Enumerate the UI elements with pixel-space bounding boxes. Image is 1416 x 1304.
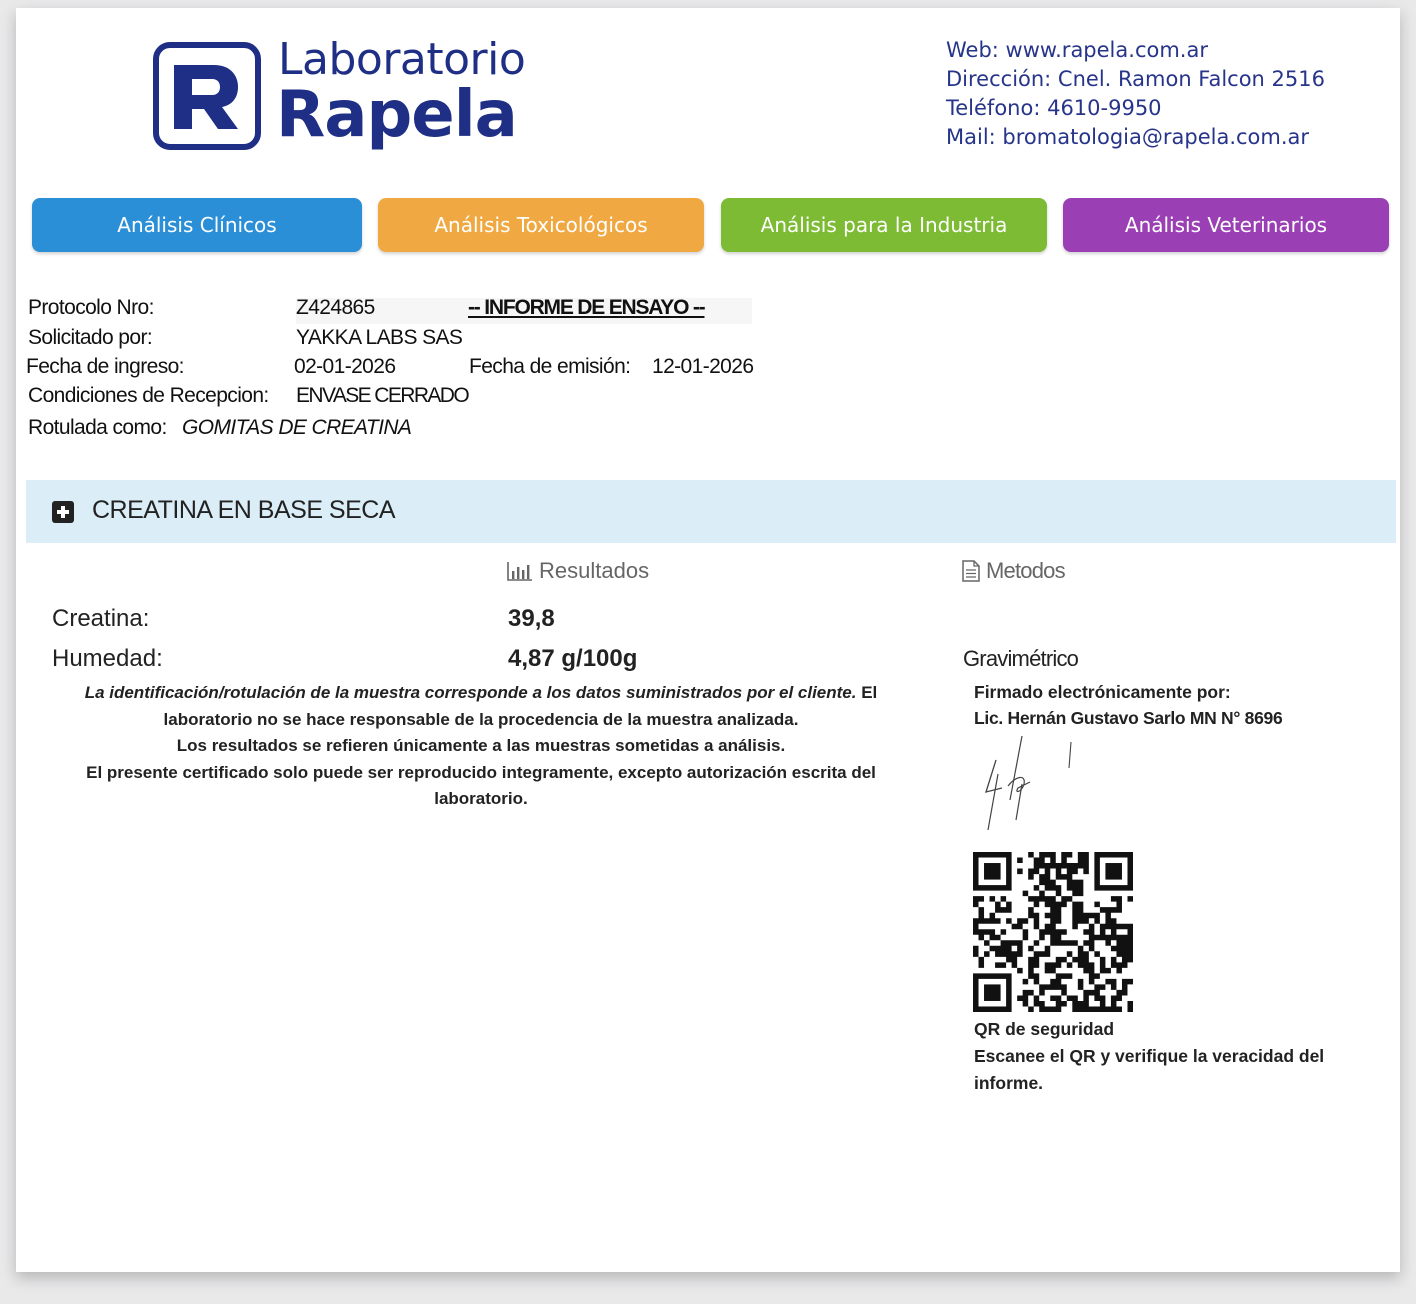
report-page xyxy=(16,8,1400,1272)
handwritten-signature xyxy=(974,730,1084,830)
methods-header-label: Metodos xyxy=(986,558,1065,583)
results-header-label: Resultados xyxy=(539,558,650,583)
conditions-label: Condiciones de Recepcion: xyxy=(28,384,269,407)
param-humedad: Humedad: xyxy=(52,645,163,672)
results-header xyxy=(507,558,649,584)
contact-mail[interactable]: Mail: bromatologia@rapela.com.ar xyxy=(946,125,1310,149)
disclaimer-italic: La identificación/rotulación de la muestra corresponde a los datos suministrados por el cliente. xyxy=(84,683,857,702)
report-title: -- INFORME DE ENSAYO -- xyxy=(468,296,705,319)
signed-by-label: Firmado electrónicamente por: xyxy=(974,682,1231,702)
disclaimer xyxy=(50,680,912,813)
labeled-as-label: Rotulada como: xyxy=(28,416,167,439)
value-humedad: 4,87 g/100g xyxy=(508,645,638,672)
contact-address: Dirección: Cnel. Ramon Falcon 2516 xyxy=(946,67,1325,91)
method-humedad: Gravimétrico xyxy=(963,646,1079,671)
param-creatina: Creatina: xyxy=(52,605,150,632)
disclaimer-line3: El presente certificado solo puede ser reproducido integramente, excepto autorización escrita del laboratorio. xyxy=(86,762,876,808)
nav-analisis-veterinarios-button[interactable]: Análisis Veterinarios xyxy=(1063,198,1389,252)
logo-text-rapela: Rapela xyxy=(276,78,517,152)
contact-block xyxy=(946,36,1325,152)
labeled-as-value: GOMITAS DE CREATINA xyxy=(182,416,412,439)
disclaimer-rest: El laboratorio no se hace responsable de la procedencia de la muestra analizada. xyxy=(163,683,878,729)
bar-chart-icon xyxy=(507,561,533,581)
issue-date-value: 12-01-2026 xyxy=(652,355,754,378)
nav-analisis-industria-button[interactable]: Análisis para la Industria xyxy=(721,198,1047,252)
security-qr-code[interactable] xyxy=(973,852,1133,1012)
requested-by-label: Solicitado por: xyxy=(28,326,153,349)
nav-analisis-toxicologicos-button[interactable]: Análisis Toxicológicos xyxy=(378,198,704,252)
document-icon xyxy=(962,560,980,582)
entry-date-label: Fecha de ingreso: xyxy=(26,355,184,378)
section-header[interactable] xyxy=(26,480,1396,543)
disclaimer-line1 xyxy=(50,680,912,733)
issue-date-label: Fecha de emisión: xyxy=(469,355,631,378)
plus-square-icon[interactable] xyxy=(52,501,74,523)
methods-header xyxy=(962,558,1065,584)
contact-web[interactable]: Web: www.rapela.com.ar xyxy=(946,38,1208,62)
signer-name: Lic. Hernán Gustavo Sarlo MN N° 8696 xyxy=(974,708,1283,728)
disclaimer-line2: Los resultados se refieren únicamente a las muestras sometidas a análisis. xyxy=(176,736,786,755)
rapela-logo-icon xyxy=(152,41,262,151)
qr-title: QR de seguridad xyxy=(974,1019,1115,1039)
conditions-value: ENVASE CERRADO xyxy=(296,384,469,407)
entry-date-value: 02-01-2026 xyxy=(294,355,396,378)
nav-analisis-clinicos-button[interactable]: Análisis Clínicos xyxy=(32,198,362,252)
contact-phone: Teléfono: 4610-9950 xyxy=(946,96,1162,120)
section-title: CREATINA EN BASE SECA xyxy=(92,496,396,524)
qr-caption xyxy=(974,1016,1364,1097)
protocol-number-label: Protocolo Nro: xyxy=(28,296,154,319)
protocol-number-value: Z424865 xyxy=(296,296,375,319)
qr-instructions: Escanee el QR y verifique la veracidad del informe. xyxy=(974,1046,1325,1093)
logo-text-laboratorio: Laboratorio xyxy=(278,34,526,85)
value-creatina: 39,8 xyxy=(508,605,555,632)
requested-by-value: YAKKA LABS SAS xyxy=(296,326,463,349)
